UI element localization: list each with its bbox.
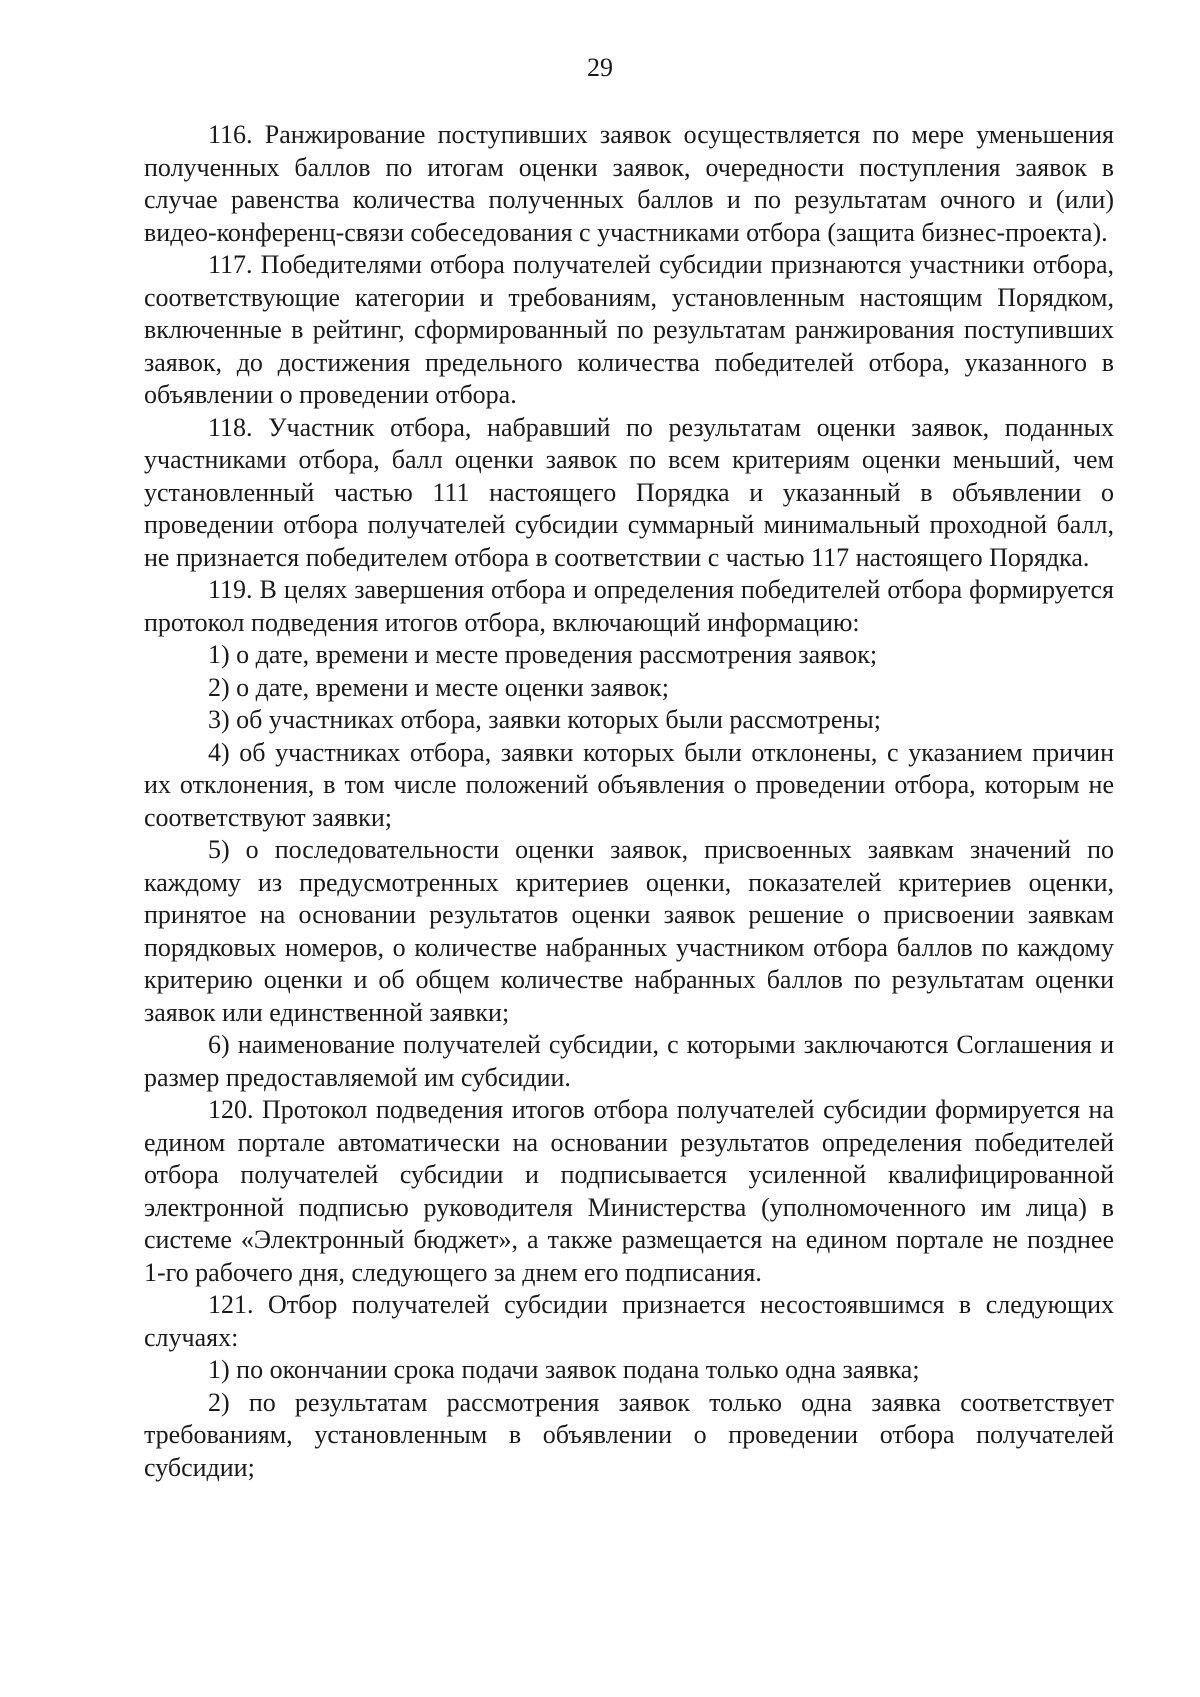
paragraph-118: 118. Участник отбора, набравший по результатам оценки заявок, поданных участниками отбора, балл оценки заявок по всем критериям оценки меньший, чем установленный частью 111 настоящего Порядка и указанный в объявлении о проведении отбора получателей субсидии суммарный минимальный проходной балл, не признается победителем отбора в соответствии с частью 117 настоящего Порядка. (144, 412, 1114, 572)
list-item-119-6: 6) наименование получателей субсидии, с которыми заключаются Соглашения и размер предоставляемой им субсидии. (144, 1030, 1114, 1092)
paragraph-120: 120. Протокол подведения итогов отбора получателей субсидии формируется на едином портале автоматически на основании результатов определения победителей отбора получателей субсидии и подписывается усиленной квалифицированной электронной подписью руководителя Министерства (уполномоченного им лица) в системе «Электронный бюджет», а также размещается на едином портале не позднее 1-го рабочего дня, следующего за днем его подписания. (144, 1095, 1114, 1287)
list-item-119-3: 3) об участниках отбора, заявки которых были рассмотрены; (208, 705, 881, 734)
paragraph-121: 121. Отбор получателей субсидии признается несостоявшимся в следующих случаях: (144, 1290, 1114, 1352)
paragraph-117: 117. Победителями отбора получателей субсидии признаются участники отбора, соответствующие категории и требованиям, установленным настоящим Порядком, включенные в рейтинг, сформированный по результатам ранжирования поступивших заявок, до достижения предельного количества победителей отбора, указанного в объявлении о проведении отбора. (144, 250, 1114, 409)
list-item-119-4: 4) об участниках отбора, заявки которых были отклонены, с указанием причин их отклонения, в том числе положений объявления о проведении отбора, которым не соответствуют заявки; (144, 737, 1114, 832)
list-item-119-2: 2) о дате, времени и месте оценки заявок; (208, 672, 669, 702)
page-number: 29 (587, 53, 613, 82)
list-item-119-1: 1) о дате, времени и месте проведения рассмотрения заявок; (208, 640, 878, 669)
list-item-121-2: 2) по результатам рассмотрения заявок только одна заявка соответствует требованиям, установленным в объявлении о проведении отбора получателей субсидии; (144, 1387, 1114, 1482)
document-body (144, 119, 1114, 1484)
paragraph-119: 119. В целях завершения отбора и определения победителей отбора формируется протокол подведения итогов отбора, включающий информацию: (144, 575, 1114, 637)
list-item-119-5: 5) о последовательности оценки заявок, присвоенных заявкам значений по каждому из предусмотренных критериев оценки, показателей критериев оценки, принятое на основании результатов оценки заявок решение о присвоении заявкам порядковых номеров, о количестве набранных участником отбора баллов по каждому критерию оценки и об общем количестве набранных баллов по результатам оценки заявок или единственной заявки; (144, 835, 1114, 1027)
paragraph-116: 116. Ранжирование поступивших заявок осуществляется по мере уменьшения полученных баллов по итогам оценки заявок, очередности поступления заявок в случае равенства количества полученных баллов и по результатам очного и (или) видео-конференц-связи собеседования с участниками отбора (защита бизнес-проекта). (144, 120, 1114, 247)
list-item-121-1: 1) по окончании срока подачи заявок подана только одна заявка; (208, 1355, 920, 1384)
